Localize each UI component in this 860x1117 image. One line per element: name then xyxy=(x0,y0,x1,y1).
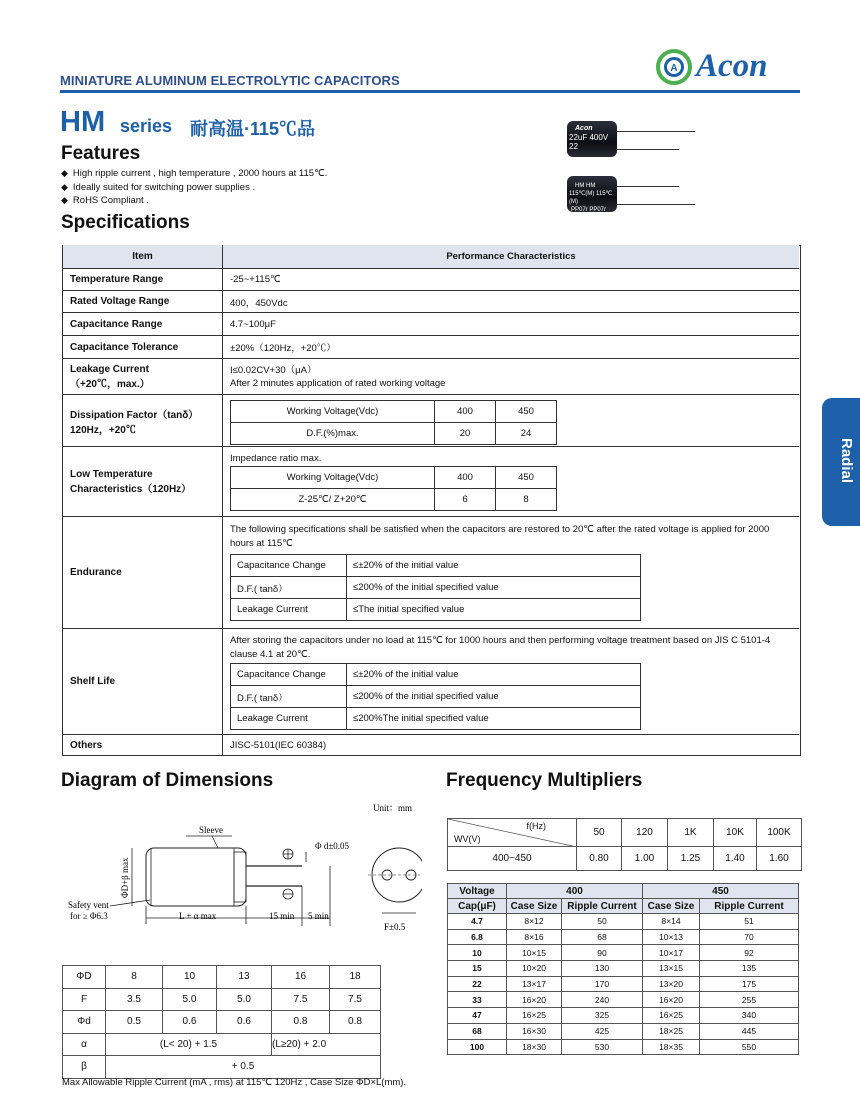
df-row-values xyxy=(231,423,557,445)
ripple-row xyxy=(448,1008,799,1024)
spec-item-label: Others xyxy=(63,735,223,755)
df-cell: 24 xyxy=(496,423,557,445)
voltage-header: Voltage xyxy=(448,884,507,899)
spec-value: -25~+115℃ xyxy=(230,274,281,285)
spec-item-label: Endurance xyxy=(63,517,223,628)
endurance-row xyxy=(231,599,641,621)
ripple-cell: 68 xyxy=(562,929,643,945)
acon-logo xyxy=(656,46,796,88)
df-table xyxy=(230,400,557,445)
features-list xyxy=(61,167,327,208)
freq-header-row xyxy=(448,819,802,847)
ripple-cell: 8×12 xyxy=(507,914,562,930)
ripple-cell: 530 xyxy=(562,1039,643,1055)
dim-cell: 7.5 xyxy=(330,988,381,1011)
ripple-cell: 16×25 xyxy=(643,1008,700,1024)
ripple-cap-value: 68 xyxy=(448,1023,507,1039)
acon-logo-icon xyxy=(656,49,692,85)
ripple-cell: 10×20 xyxy=(507,961,562,977)
df-label-2: 120Hz，+20℃ xyxy=(70,424,136,436)
dim-cell: 3.5 xyxy=(106,988,163,1011)
df-cell: D.F.(%)max. xyxy=(231,423,435,445)
series-code: HM xyxy=(60,106,106,138)
phi-d-label: Φ d±0.05 xyxy=(315,841,350,851)
dimension-diagram xyxy=(62,800,422,940)
freq-cell: 10K xyxy=(714,819,757,847)
spec-row-others xyxy=(63,734,799,755)
ripple-cell: 18×30 xyxy=(507,1039,562,1055)
dim-cell: 5.0 xyxy=(163,988,217,1011)
shelf-cell: D.F.( tanδ） xyxy=(231,686,347,708)
df-cell: 400 xyxy=(435,401,496,423)
ripple-cell: 10×15 xyxy=(507,945,562,961)
dim-cell: (L≥20) + 2.0 xyxy=(272,1033,381,1056)
df-label-1: Dissipation Factor（tanδ） xyxy=(70,409,199,421)
lowtemp-row-values xyxy=(231,489,557,511)
spec-value: ±20%（120Hz，+20℃） xyxy=(230,343,336,354)
dim-cell: α xyxy=(63,1033,106,1056)
spec-item-label: Capacitance Tolerance xyxy=(63,336,223,358)
ripple-cell: 135 xyxy=(700,961,799,977)
length-label: L + α max xyxy=(179,911,217,921)
ripple-cell: 13×20 xyxy=(643,976,700,992)
spec-value: 400，450Vdc xyxy=(230,297,288,309)
ripple-header-row-2 xyxy=(448,899,799,914)
voltage-450-header: 450 xyxy=(643,884,799,899)
frequency-table xyxy=(447,818,802,871)
spec-value: 4.7~100μF xyxy=(230,318,276,330)
leader-line xyxy=(617,204,695,205)
spec-item-label: Shelf Life xyxy=(63,629,223,734)
ripple-cap-value: 15 xyxy=(448,961,507,977)
dim-cell: (L< 20) + 1.5 xyxy=(106,1033,272,1056)
ripple-cell: 16×30 xyxy=(507,1023,562,1039)
ripple-cap-value: 100 xyxy=(448,1039,507,1055)
shelf-table xyxy=(230,663,641,730)
cap2-lot: PP07r PP07r xyxy=(571,207,607,212)
endurance-row xyxy=(231,577,641,599)
freq-cell: 100K xyxy=(757,819,802,847)
lowtemp-cell: Z-25℃/ Z+20℃ xyxy=(231,489,435,511)
endurance-cell: Capacitance Change xyxy=(231,555,347,577)
case-size-header: Case Size xyxy=(643,899,700,914)
spec-row-shelf-life xyxy=(63,628,799,734)
sleeve-label: Sleeve xyxy=(199,825,223,835)
endurance-cell: ≤The initial specified value xyxy=(347,599,641,621)
spec-value xyxy=(223,359,799,394)
ripple-cell: 18×25 xyxy=(643,1023,700,1039)
shelf-cell: Leakage Current xyxy=(231,708,347,730)
df-row-voltage xyxy=(231,401,557,423)
endurance-cell: ≤200% of the initial specified value xyxy=(347,577,641,599)
freq-cell: 50 xyxy=(577,819,622,847)
df-cell: 20 xyxy=(435,423,496,445)
radial-tab-label: Radial xyxy=(838,438,855,484)
ripple-cell: 16×20 xyxy=(643,992,700,1008)
shelf-cell: ≤200% of the initial specified value xyxy=(347,686,641,708)
lowtemp-cell: Working Voltage(Vdc) xyxy=(231,467,435,489)
lowtemp-label-2: Characteristics（120Hz） xyxy=(70,483,192,495)
spec-value: JISC-5101(IEC 60384) xyxy=(230,739,327,751)
vent-leader xyxy=(110,900,150,906)
dim-cell: 13 xyxy=(217,966,272,989)
ripple-cell: 550 xyxy=(700,1039,799,1055)
case-size-header: Case Size xyxy=(507,899,562,914)
spec-item-label: Temperature Range xyxy=(63,269,223,290)
category-title: MINIATURE ALUMINUM ELECTROLYTIC CAPACITORS xyxy=(60,73,400,88)
endurance-row xyxy=(231,555,641,577)
freq-cell: 1K xyxy=(668,819,714,847)
header-rule xyxy=(60,90,800,93)
dim-cell: 0.8 xyxy=(272,1011,330,1034)
leakage-label-2: （+20℃，max.） xyxy=(70,378,150,390)
df-cell: 450 xyxy=(496,401,557,423)
dim-cell: 8 xyxy=(106,966,163,989)
series-word: series xyxy=(120,116,173,136)
leader-line xyxy=(617,186,679,187)
spec-item-label: Capacitance Range xyxy=(63,313,223,335)
ripple-cell: 13×15 xyxy=(643,961,700,977)
unit-label: Unit：mm xyxy=(373,803,413,813)
ripple-cap-value: 47 xyxy=(448,1008,507,1024)
ripple-header-row-1 xyxy=(448,884,799,899)
ripple-cell: 240 xyxy=(562,992,643,1008)
dim-row-alpha xyxy=(63,1033,381,1056)
spec-header-row xyxy=(63,245,799,268)
f-tol-label: F±0.5 xyxy=(384,922,406,932)
ripple-cap-value: 6.8 xyxy=(448,929,507,945)
endurance-cell: D.F.( tanδ） xyxy=(231,577,347,599)
freq-cell: 120 xyxy=(622,819,668,847)
lowtemp-row-voltage xyxy=(231,467,557,489)
spec-row-leakage xyxy=(63,358,799,394)
dim-cell: 0.5 xyxy=(106,1011,163,1034)
dim-cell: 18 xyxy=(330,966,381,989)
shelf-row xyxy=(231,686,641,708)
dim-row-F xyxy=(63,988,381,1011)
freq-multiplier: 1.25 xyxy=(668,847,714,871)
endurance-cell: ≤±20% of the initial value xyxy=(347,555,641,577)
leader-line xyxy=(617,131,695,132)
freq-multiplier: 1.40 xyxy=(714,847,757,871)
spec-row-voltage xyxy=(63,290,799,312)
capacitor-image-2 xyxy=(567,176,617,212)
ripple-body xyxy=(448,914,799,1055)
ripple-cap-value: 10 xyxy=(448,945,507,961)
freq-corner-cell xyxy=(448,819,577,847)
vent-label-1: Safety vent xyxy=(68,900,109,910)
dim-cell: ΦD xyxy=(63,966,106,989)
endurance-text-line: The following specifications shall be satisfied when the capacitors are restored to 20℃ after the rated voltage is applied for 2000 xyxy=(230,524,770,535)
dim-cell: 5.0 xyxy=(217,988,272,1011)
leader-line xyxy=(617,149,679,150)
ripple-cell: 92 xyxy=(700,945,799,961)
ripple-current-header: Ripple Current xyxy=(562,899,643,914)
shelf-row xyxy=(231,708,641,730)
specifications-heading: Specifications xyxy=(61,212,190,233)
min15-label: 15 min xyxy=(269,911,295,921)
dimensions-heading: Diagram of Dimensions xyxy=(61,770,274,791)
lowtemp-cell: 450 xyxy=(496,467,557,489)
col-item-header: Item xyxy=(63,245,223,268)
lowtemp-cell: 6 xyxy=(435,489,496,511)
shelf-cell: ≤200%The initial specified value xyxy=(347,708,641,730)
dim-cell: 0.6 xyxy=(217,1011,272,1034)
ripple-cell: 340 xyxy=(700,1008,799,1024)
ripple-row xyxy=(448,961,799,977)
freq-multiplier: 1.60 xyxy=(757,847,802,871)
dim-cell: 0.8 xyxy=(330,1011,381,1034)
ripple-cell: 425 xyxy=(562,1023,643,1039)
shelf-text xyxy=(230,634,770,662)
svg-text:A: A xyxy=(670,63,678,74)
corner-wv-label: WV(V) xyxy=(454,834,481,844)
ripple-cell: 130 xyxy=(562,961,643,977)
freq-value-row xyxy=(448,847,802,871)
ripple-cell: 16×20 xyxy=(507,992,562,1008)
ripple-cell: 445 xyxy=(700,1023,799,1039)
feature-item: ◆ RoHS Compliant . xyxy=(61,194,327,208)
dim-cell: + 0.5 xyxy=(106,1056,381,1079)
shelf-cell: Capacitance Change xyxy=(231,664,347,686)
leakage-label-1: Leakage Current xyxy=(70,363,149,375)
col-perf-header: Performance Characteristics xyxy=(446,251,576,262)
ripple-cell: 13×17 xyxy=(507,976,562,992)
cap1-rating: 22uF 400V 22 xyxy=(569,133,609,151)
dim-cell: 16 xyxy=(272,966,330,989)
phi-D-label: ΦD+β max xyxy=(120,857,130,898)
series-cn-title: 耐高温·115℃品 xyxy=(190,119,316,139)
df-cell: Working Voltage(Vdc) xyxy=(231,401,435,423)
ripple-row xyxy=(448,992,799,1008)
lowtemp-cell: 8 xyxy=(496,489,557,511)
ripple-cell: 90 xyxy=(562,945,643,961)
ripple-row xyxy=(448,976,799,992)
endurance-table xyxy=(230,554,641,621)
ripple-cap-value: 33 xyxy=(448,992,507,1008)
ripple-row xyxy=(448,1039,799,1055)
dim-cell: Φd xyxy=(63,1011,106,1034)
ripple-row xyxy=(448,1023,799,1039)
impedance-note: Impedance ratio max. xyxy=(230,453,322,464)
ripple-cell: 8×16 xyxy=(507,929,562,945)
dim-cell: 10 xyxy=(163,966,217,989)
ripple-row xyxy=(448,914,799,930)
capacitor-body xyxy=(146,848,246,906)
leakage-formula: I≤0.02CV+30（μA） xyxy=(230,364,317,376)
dim-cell: 0.6 xyxy=(163,1011,217,1034)
dim-row-d xyxy=(63,1011,381,1034)
corner-freq-label: f(Hz) xyxy=(526,821,546,831)
cap2-series: HM HM xyxy=(575,183,596,189)
spec-item-label xyxy=(63,395,223,446)
ripple-table xyxy=(447,883,799,1055)
features-heading: Features xyxy=(61,143,141,164)
ripple-cell: 16×25 xyxy=(507,1008,562,1024)
shelf-text-line: After storing the capacitors under no load at 115℃ for 1000 hours and then performing voltage treatment based on JIS C 5101-4 xyxy=(230,635,771,646)
dimension-table xyxy=(62,965,381,1079)
shelf-text-line: clause 4.1 at 20℃. xyxy=(230,649,311,660)
spec-item-label xyxy=(63,359,223,394)
shelf-row xyxy=(231,664,641,686)
vent-label-2: for ≥ Φ6.3 xyxy=(70,911,108,921)
ripple-cell: 10×17 xyxy=(643,945,700,961)
cap1-brand: Acon xyxy=(575,125,593,132)
ripple-row xyxy=(448,945,799,961)
lowtemp-table xyxy=(230,466,557,511)
feature-item: ◆ High ripple current , high temperature , 2000 hours at 115℃. xyxy=(61,167,327,181)
min5-label: 5 min xyxy=(308,911,329,921)
ripple-cell: 18×35 xyxy=(643,1039,700,1055)
spec-table xyxy=(62,245,801,756)
endurance-text-line: hours at 115℃ xyxy=(230,538,293,549)
freq-multiplier: 1.00 xyxy=(622,847,668,871)
logo-text: Acon xyxy=(696,48,768,84)
dim-cell: β xyxy=(63,1056,106,1079)
cap2-temp: 115℃(M) 115℃(M) xyxy=(569,191,613,205)
ripple-cell: 50 xyxy=(562,914,643,930)
ripple-cell: 175 xyxy=(700,976,799,992)
ripple-cell: 70 xyxy=(700,929,799,945)
ripple-cap-value: 22 xyxy=(448,976,507,992)
spec-row-endurance xyxy=(63,516,799,628)
spec-item-label: Rated Voltage Range xyxy=(63,291,223,312)
dim-row-beta xyxy=(63,1056,381,1079)
spec-row-temperature xyxy=(63,268,799,290)
ripple-current-header: Ripple Current xyxy=(700,899,799,914)
frequency-heading: Frequency Multipliers xyxy=(446,770,643,791)
lowtemp-label-1: Low Temperature xyxy=(70,468,153,480)
ripple-row xyxy=(448,929,799,945)
sleeve-arrow xyxy=(212,836,218,848)
lowtemp-cell: 400 xyxy=(435,467,496,489)
dim-cell: 7.5 xyxy=(272,988,330,1011)
capacitor-image-1 xyxy=(567,121,617,157)
freq-multiplier: 0.80 xyxy=(577,847,622,871)
ripple-cell: 170 xyxy=(562,976,643,992)
shelf-cell: ≤±20% of the initial value xyxy=(347,664,641,686)
cap-header: Cap(μF) xyxy=(448,899,507,914)
ripple-cell: 8×14 xyxy=(643,914,700,930)
leakage-note: After 2 minutes application of rated working voltage xyxy=(230,377,446,389)
freq-row-label: 400~450 xyxy=(448,847,577,871)
spec-row-capacitance xyxy=(63,312,799,335)
feature-item: ◆ Ideally suited for switching power supplies . xyxy=(61,181,327,195)
endurance-cell: Leakage Current xyxy=(231,599,347,621)
ripple-cell: 255 xyxy=(700,992,799,1008)
ripple-cell: 51 xyxy=(700,914,799,930)
ripple-cell: 10×13 xyxy=(643,929,700,945)
ripple-footnote: Max Allowable Ripple Current (mA , rms) at 115℃ 120Hz , Case Size ΦD×L(mm). xyxy=(62,1077,407,1088)
ripple-cell: 325 xyxy=(562,1008,643,1024)
spec-item-label xyxy=(63,447,223,516)
spec-row-dissipation xyxy=(63,394,799,446)
endurance-text xyxy=(230,523,769,551)
spec-row-tolerance xyxy=(63,335,799,358)
dim-row-D xyxy=(63,966,381,989)
dim-cell: F xyxy=(63,988,106,1011)
voltage-400-header: 400 xyxy=(507,884,643,899)
spec-row-low-temp xyxy=(63,446,799,516)
ripple-cap-value: 4.7 xyxy=(448,914,507,930)
